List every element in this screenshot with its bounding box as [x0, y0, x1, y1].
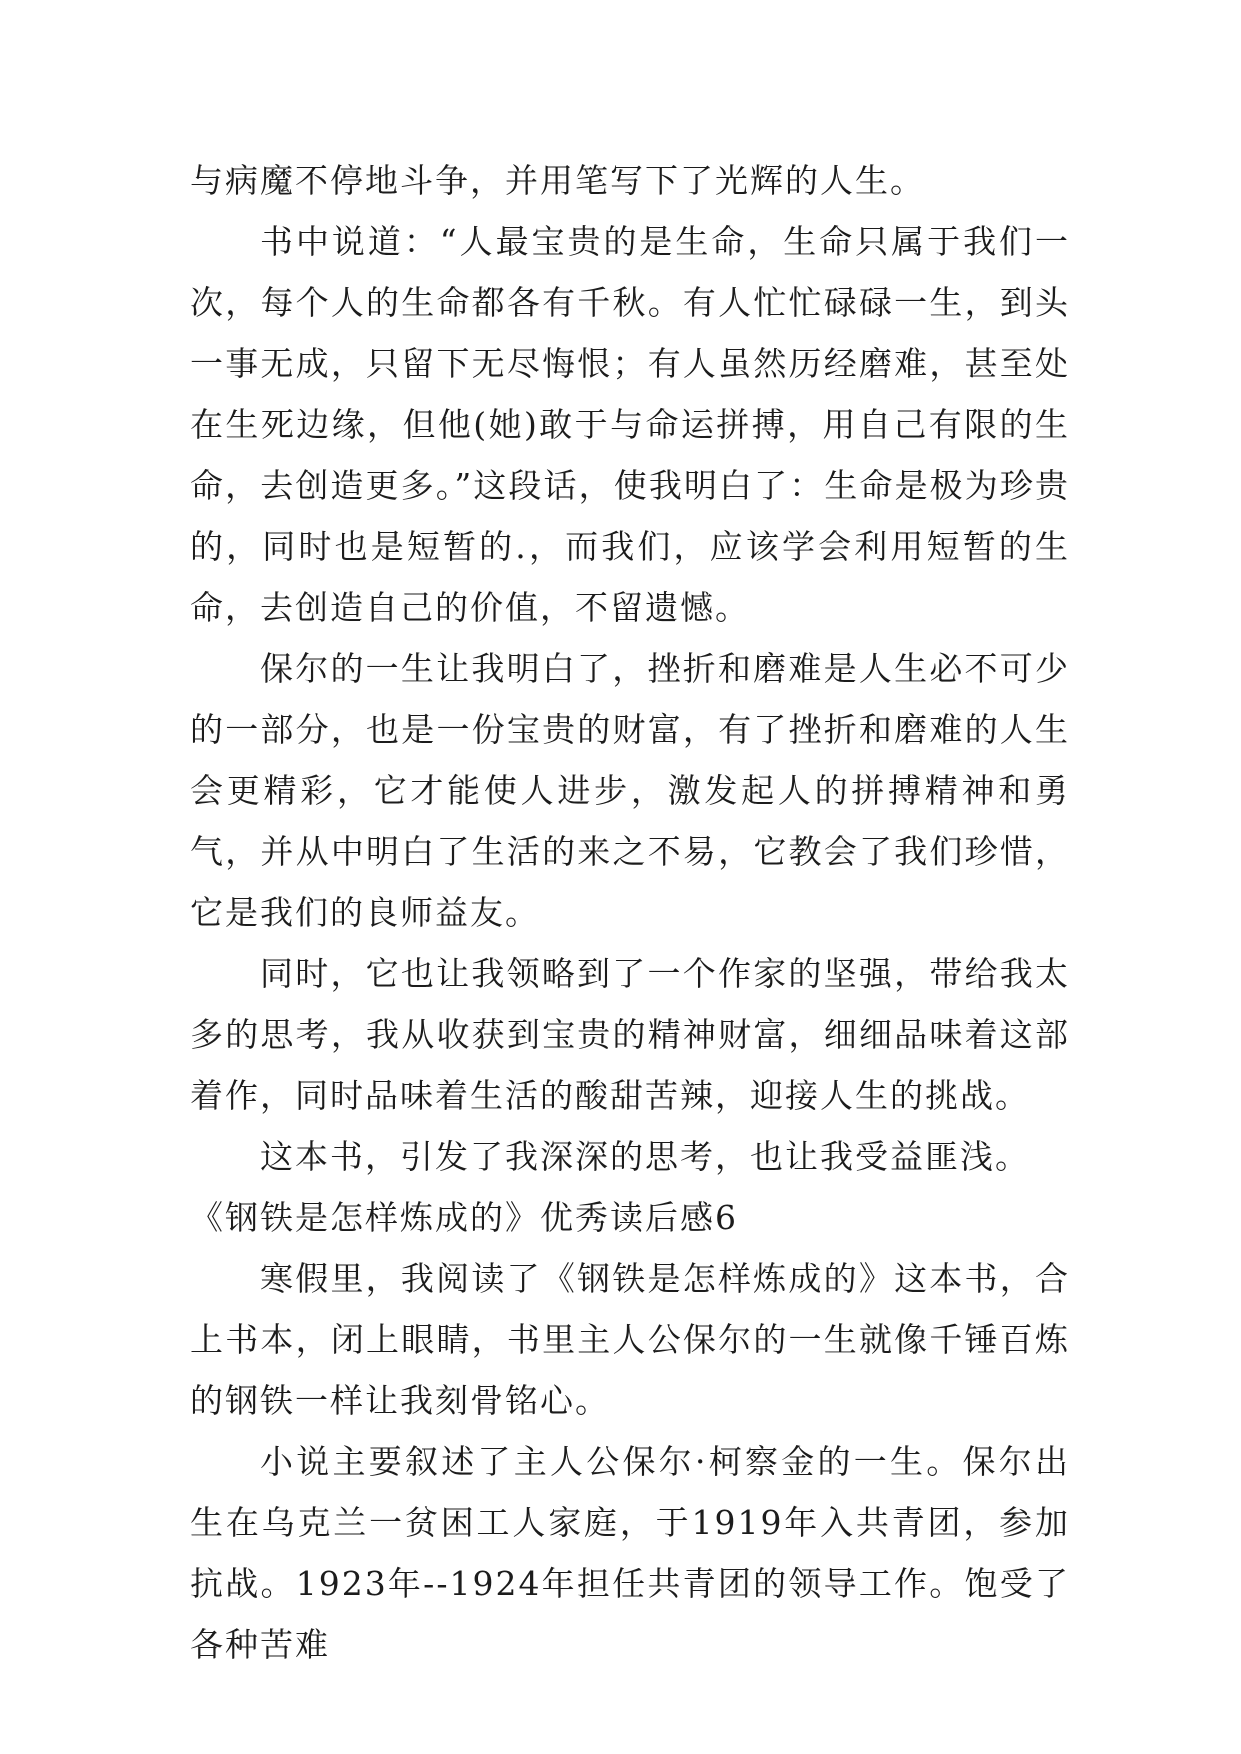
paragraph-paul-life: 保尔的一生让我明白了，挫折和磨难是人生必不可少的一部分，也是一份宝贵的财富，有了挫折和磨难的人生会更精彩，它才能使人进步，激发起人的拼搏精神和勇气，并从中明白了生活的来之不易，它教会了我们珍惜，它是我们的良师益友。 [190, 649, 1070, 932]
paragraph-novel-summary: 小说主要叙述了主人公保尔·柯察金的一生。保尔出生在乌克兰一贫困工人家庭，于1919年入共青团，参加抗战。1923年--1924年担任共青团的领导工作。饱受了各种苦难 [190, 1442, 1070, 1664]
paragraph-quote: 书中说道：“人最宝贵的是生命，生命只属于我们一次，每个人的生命都各有千秋。有人忙忙碌碌一生，到头一事无成，只留下无尽悔恨；有人虽然历经磨难，甚至处在生死边缘，但他(她)敢于与命运拼搏，用自己有限的生命，去创造更多。”这段话，使我明白了：生命是极为珍贵的，同时也是短暂的.，而我们，应该学会利用短暂的生命，去创造自己的价值，不留遗憾。 [190, 222, 1070, 627]
paragraph-writer-strength: 同时，它也让我领略到了一个作家的坚强，带给我太多的思考，我从收获到宝贵的精神财富，细细品味着这部着作，同时品味着生活的酸甜苦辣，迎接人生的挑战。 [190, 954, 1070, 1115]
section-heading: 《钢铁是怎样炼成的》优秀读后感6 [190, 1198, 738, 1237]
paragraph-conclusion: 这本书，引发了我深深的思考，也让我受益匪浅。 [260, 1137, 1030, 1176]
paragraph-continuation: 与病魔不停地斗争，并用笔写下了光辉的人生。 [190, 161, 925, 200]
paragraph-winter-reading: 寒假里，我阅读了《钢铁是怎样炼成的》这本书，合上书本，闭上眼睛，书里主人公保尔的一生就像千锤百炼的钢铁一样让我刻骨铭心。 [190, 1259, 1070, 1420]
document-body [190, 150, 1070, 1675]
